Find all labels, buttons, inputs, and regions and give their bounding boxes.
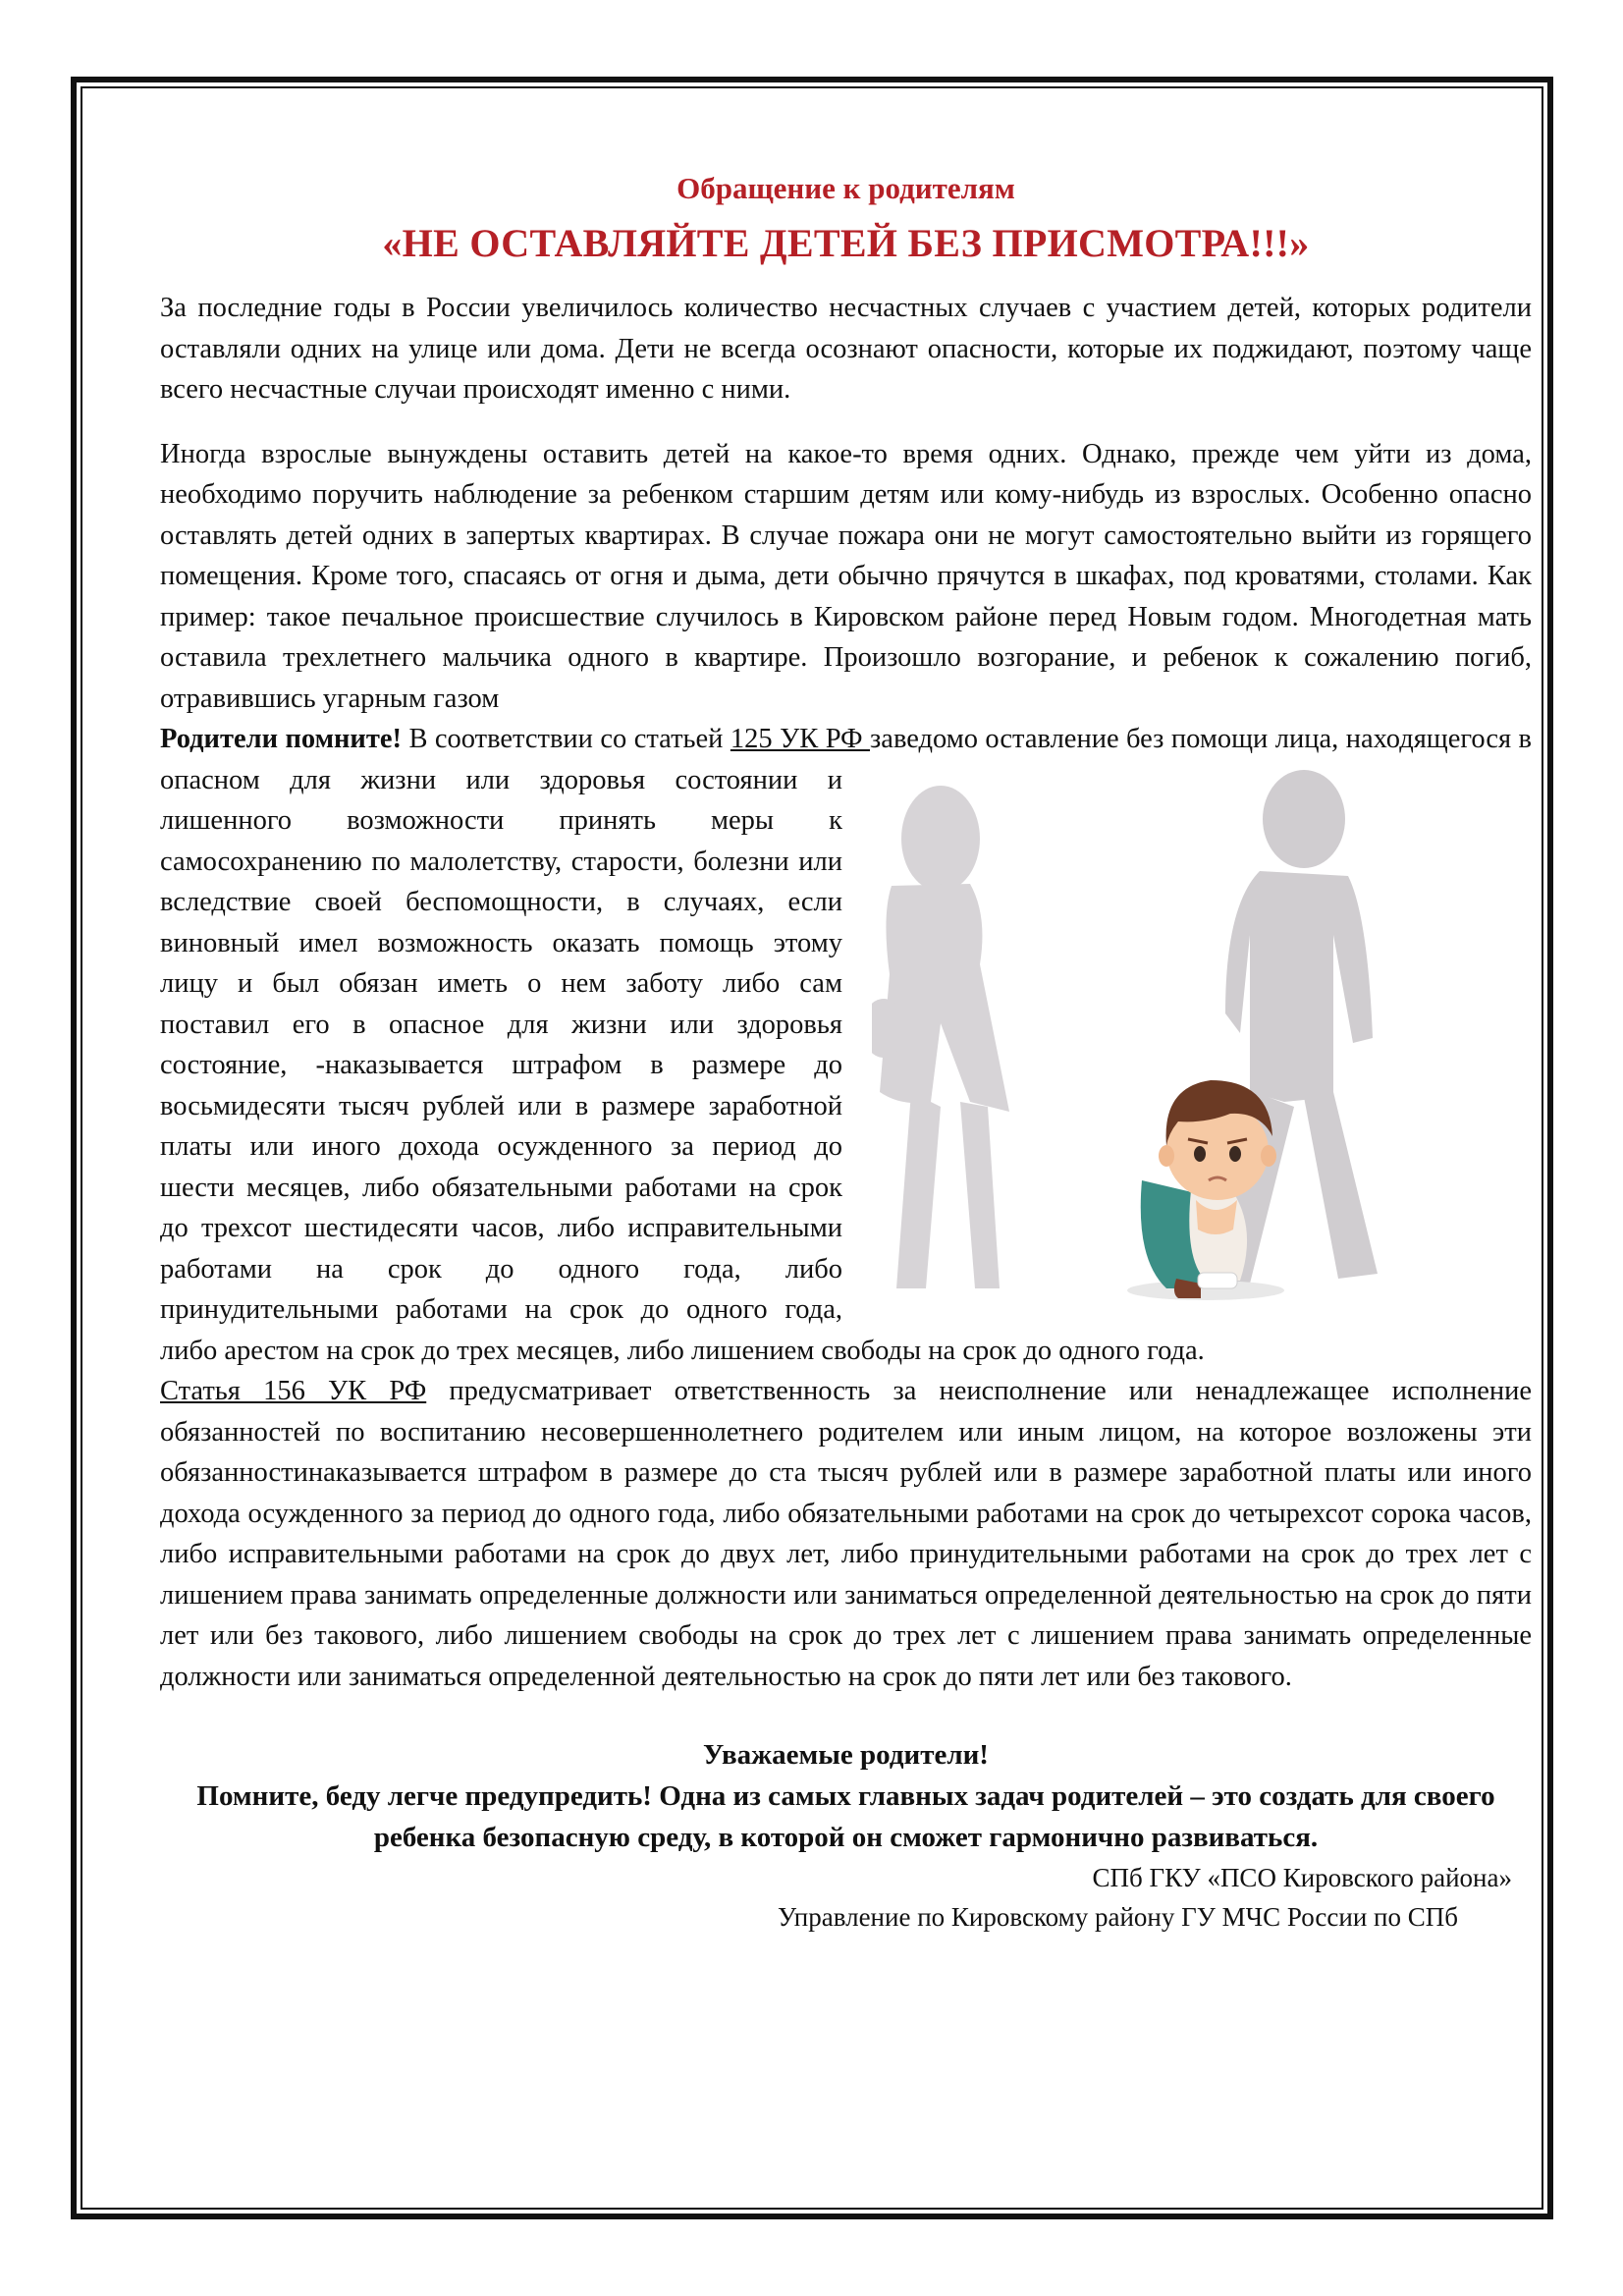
woman-silhouette xyxy=(872,786,1009,1288)
law-125-paragraph xyxy=(160,719,1532,1371)
paragraph-example: Иногда взрослые вынуждены оставить детей на какое-то время одних. Однако, прежде чем уйти из дома, необходимо поручить наблюдение за ребенком старшим детям или кому-нибудь из взрослых. Особенно опасно оставлять детей одних в запертых квартирах. В случае пожара они не могут самостоятельно выйти из горящего помещения. Кроме того, спасаясь от огня и дыма, дети обычно прячутся в шкафах, под кроватями, столами. Как пример: такое печальное происшествие случилось в Кировском районе перед Новым годом. Многодетная мать оставила трехлетнего мальчика одного в квартире. Произошло возгорание, и ребенок к сожалению погиб, отравившись угарным газом xyxy=(160,438,1532,714)
paragraph-intro: За последние годы в России увеличилось количество несчастных случаев с участием детей, которых родители оставляли одних на улице или дома. Дети не всегда осознают опасности, которые их поджидают, поэтому чаще всего несчастные случаи происходят именно с ними. xyxy=(160,293,1532,405)
law-125-pre: В соответствии со статьей xyxy=(402,724,730,754)
law-125-text: заведомо оставление без помощи лица, находящегося в опасном для жизни или здоровья состоянии и лишенного возможности принять меры к самосохранению по малолетству, старости, болезни или вследствие своей беспомощности, в случаях, если виновный имел возможность оказать помощь этому лицу и был обязан иметь о нем заботу либо сам поставил его в опасное для жизни или здоровья состояние, -наказывается штрафом в размере до восьмидесяти тысяч рублей или в размере заработной платы или иного дохода осужденного за период до шести месяцев, либо обязательными работами на срок до трехсот шестидесяти часов, либо исправительными работами на срок до одного года, либо принудительными работами на срок до одного года, либо арестом на срок до трех месяцев, либо лишением свободы на срок до одного года. xyxy=(160,724,1532,1366)
law-125-section xyxy=(160,719,1532,1371)
document-subtitle: Обращение к родителям xyxy=(676,171,1015,205)
signature-org-1: СПб ГКУ «ПСО Кировского района» xyxy=(1092,1863,1512,1892)
sad-child-illustration xyxy=(872,768,1532,1313)
law-125-lead: Родители помните! xyxy=(160,724,402,754)
document-title: «НЕ ОСТАВЛЯЙТЕ ДЕТЕЙ БЕЗ ПРИСМОТРА!!!» xyxy=(382,221,1310,265)
closing-appeal xyxy=(160,1734,1532,1858)
law-156-text: предусматривает ответственность за неисполнение или ненадлежащее исполнение обязанностей по воспитанию несовершеннолетнего родителем или иным лицом, на которое возложены эти обязанностинаказывается штрафом в размере до ста тысяч рублей или в размере заработной платы или иного дохода осужденного за период до одного года, либо обязательными работами на срок до четырехсот сорока часов, либо исправительными работами на срок до двух лет, либо принудительными работами на срок до трех лет с лишением права занимать определенные должности или заниматься определенной деятельностью на срок до пяти лет или без такового, либо лишением свободы на срок до трех лет с лишением права занимать определенные должности или заниматься определенной деятельностью на срок до пяти лет или без такового. xyxy=(160,1376,1533,1692)
law-156-link[interactable]: Статья 156 УК РФ xyxy=(160,1376,427,1406)
document-body xyxy=(160,157,1532,1937)
signature-org-2: Управление по Кировскому району ГУ МЧС России по СПб xyxy=(778,1902,1458,1932)
law-156-paragraph xyxy=(160,1371,1532,1697)
closing-greeting: Уважаемые родители! xyxy=(703,1739,989,1771)
closing-message: Помните, беду легче предупредить! Одна из самых главных задач родителей – это создать для своего ребенка безопасную среду, в которой он сможет гармонично развиваться. xyxy=(196,1780,1495,1853)
law-125-link[interactable]: 125 УК РФ xyxy=(730,724,871,754)
